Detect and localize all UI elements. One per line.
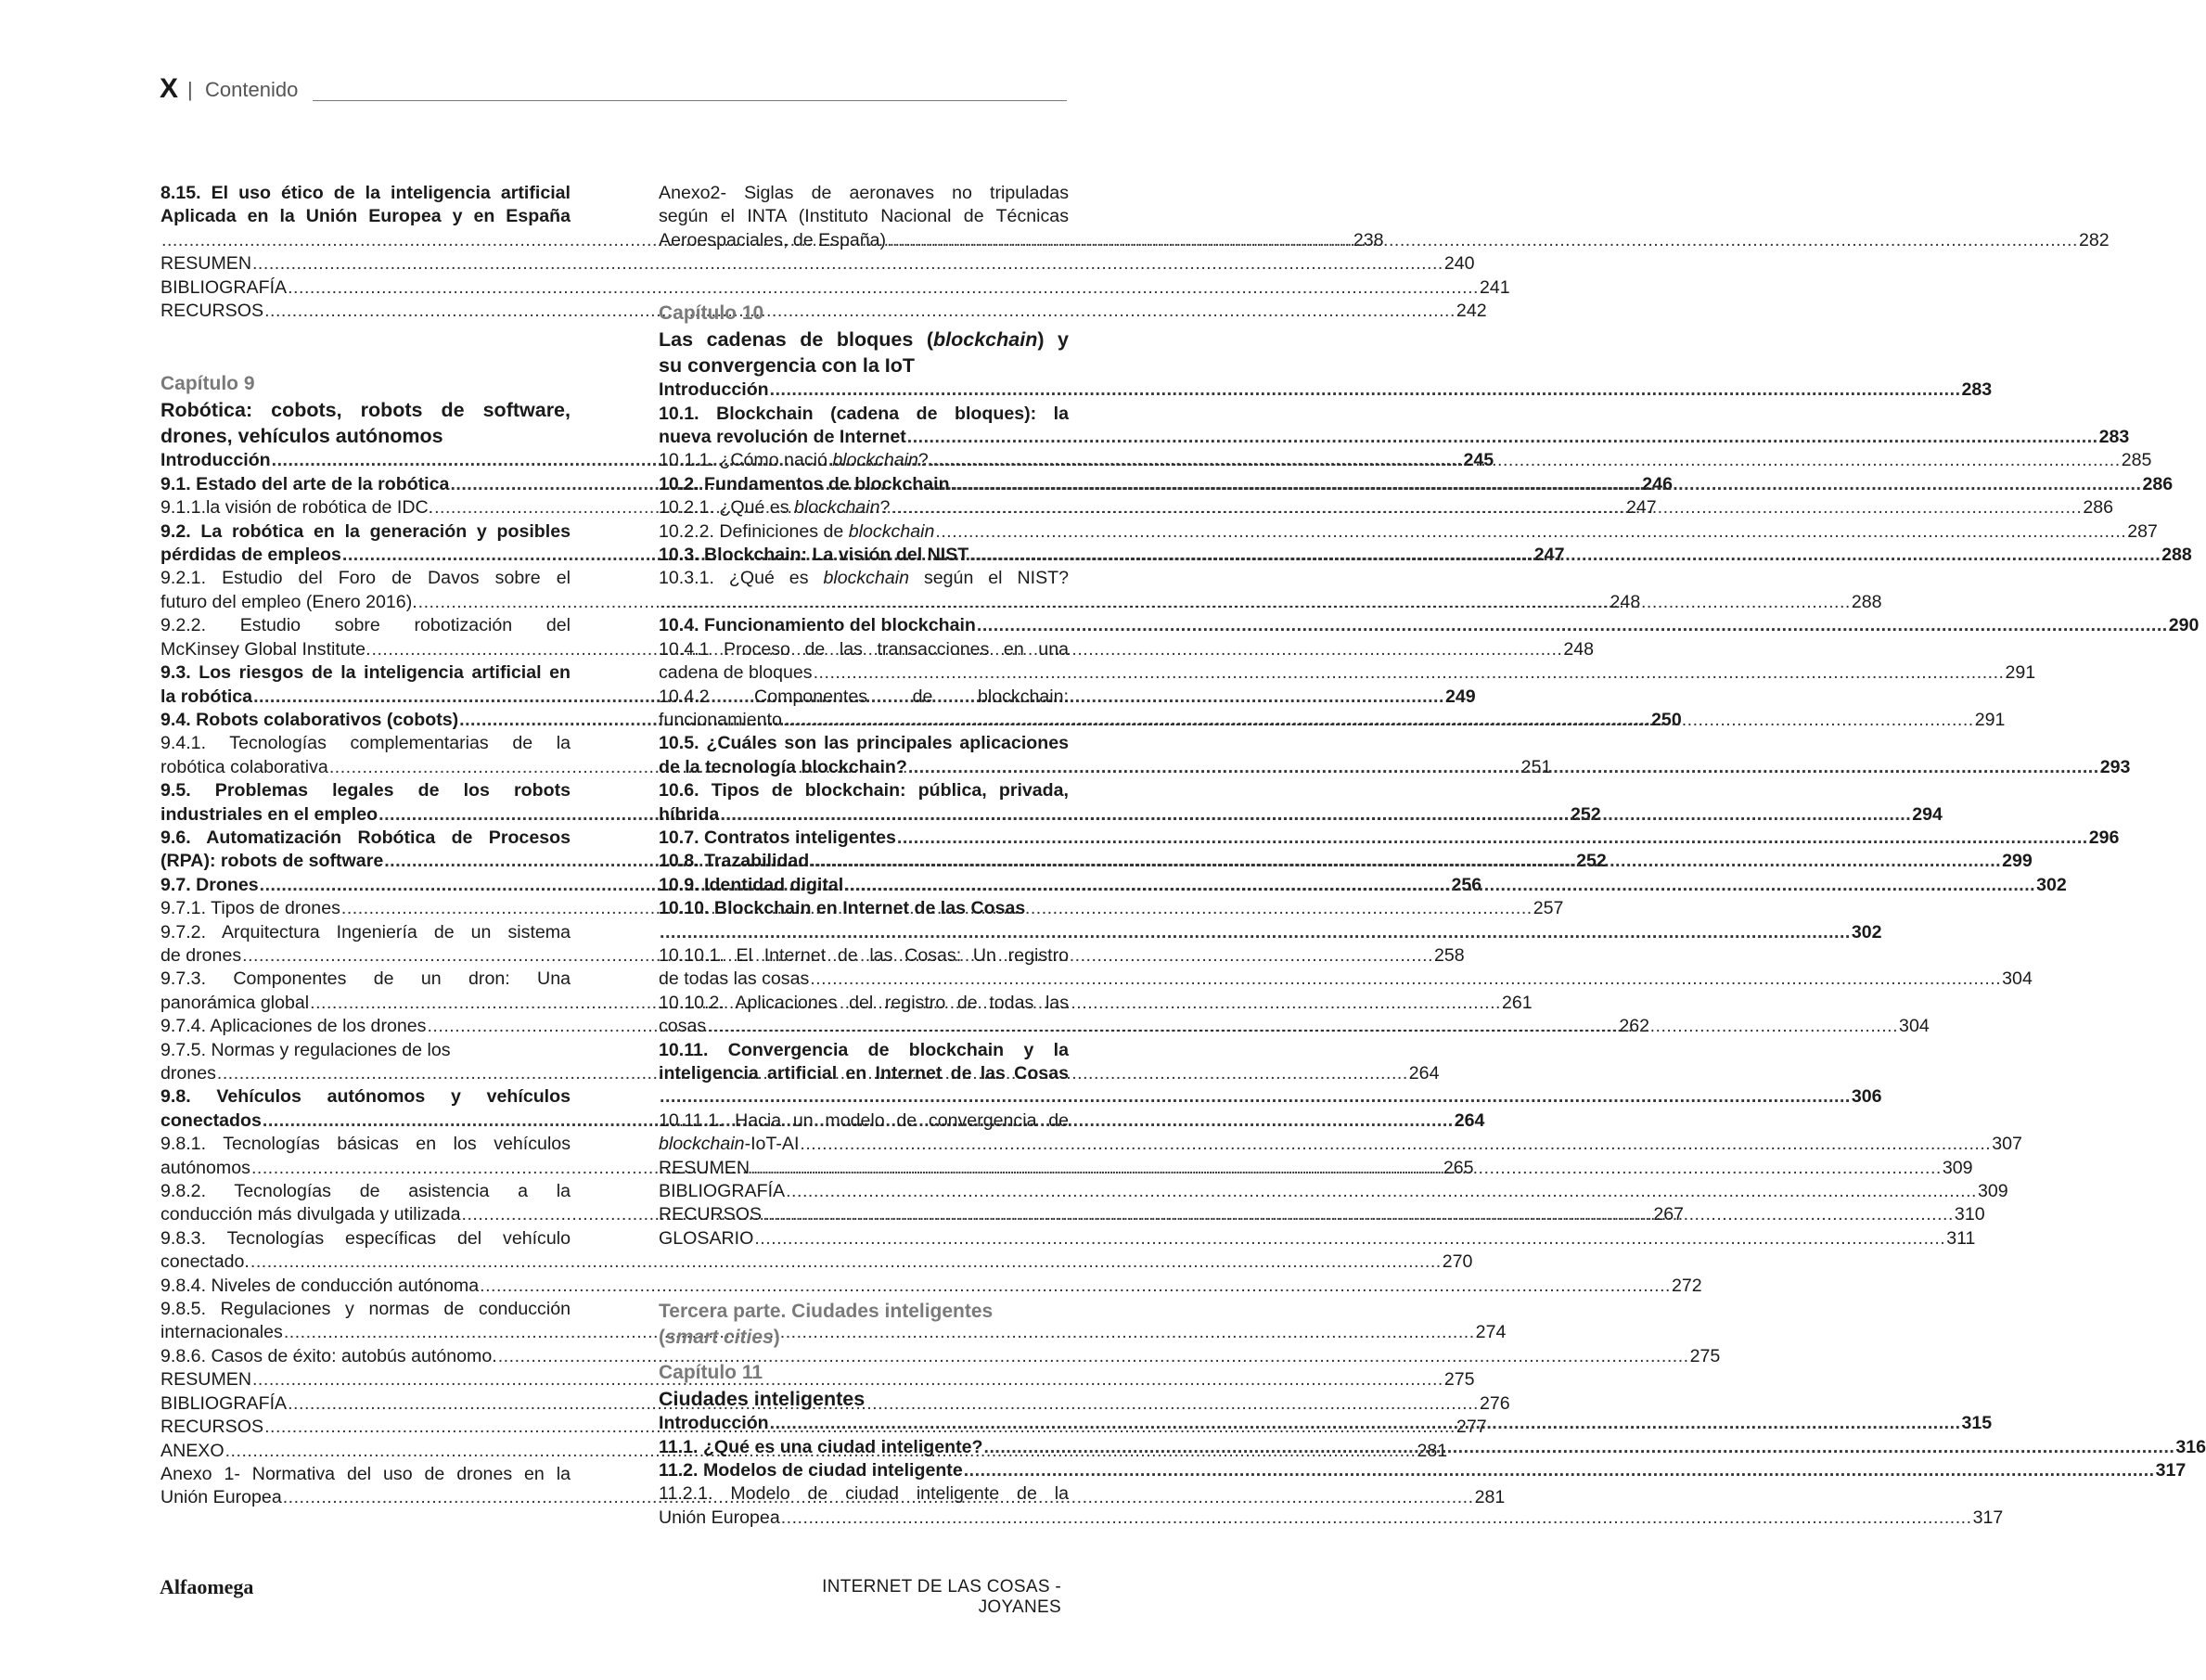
toc-page: 242 — [1456, 301, 1487, 322]
toc-page: 285 — [2121, 450, 2152, 471]
toc-page: 283 — [1961, 379, 1993, 401]
part-title: (smart cities) — [659, 1327, 780, 1349]
toc-page: 248 — [1563, 638, 1595, 660]
leader-dots — [763, 1203, 1954, 1226]
toc-title: internacionales — [160, 1322, 283, 1343]
toc-entry[interactable] — [659, 426, 2130, 449]
toc-entry-line: 11.2.1. Modelo de ciudad inteligente de la — [659, 1483, 1069, 1505]
leader-dots — [707, 1015, 1898, 1038]
toc-title: RECURSOS — [160, 301, 264, 322]
toc-title: autónomos — [160, 1157, 250, 1178]
toc-page: 290 — [2168, 615, 2200, 636]
toc-page: 288 — [1851, 591, 1882, 612]
toc-page: 316 — [2175, 1436, 2206, 1457]
toc-entry-line: 10.10.1. El Internet de las Cosas: Un registro — [659, 944, 1069, 966]
leader-dots — [660, 591, 1851, 614]
toc-page: 299 — [2002, 851, 2033, 872]
toc-entry-line: 9.6. Automatización Robótica de Procesos — [160, 827, 571, 848]
toc-page: 304 — [2002, 968, 2033, 990]
toc-page: 309 — [1942, 1157, 1973, 1178]
toc-page: 277 — [1456, 1417, 1487, 1438]
leader-dots — [781, 1507, 1972, 1530]
toc-page: 317 — [1972, 1507, 2004, 1528]
toc-page: 264 — [1454, 1109, 1485, 1131]
toc-page: 249 — [1444, 686, 1476, 707]
toc-entry-line: 9.2.2. Estudio sobre robotización del — [160, 615, 571, 636]
toc-title: 10.3. Blockchain: La visión del NIST — [659, 545, 969, 566]
toc-title: 9.1.1.la visión de robótica de IDC. — [160, 497, 434, 519]
toc-title: BIBLIOGRAFÍA — [160, 1392, 288, 1414]
toc-title: cosas — [659, 1016, 707, 1037]
toc-entry-line: 10.6. Tipos de blockchain: pública, privada, — [659, 780, 1069, 802]
toc-page: 311 — [1946, 1227, 1976, 1249]
toc-title: pérdidas de empleos — [160, 545, 341, 566]
toc-page: 309 — [1977, 1181, 2008, 1202]
toc-page: 275 — [1689, 1345, 1721, 1366]
toc-title: nueva revolución de Internet — [659, 427, 906, 448]
toc-page: 274 — [1475, 1322, 1507, 1343]
toc-entry-line: 9.2.1. Estudio del Foro de Davos sobre el — [160, 568, 571, 589]
toc-entry[interactable] — [659, 1227, 1976, 1250]
toc-entry[interactable] — [659, 378, 1993, 402]
toc-page: 262 — [1619, 1016, 1650, 1037]
toc-page: 286 — [2083, 497, 2114, 519]
toc-entry-line: 10.10. Blockchain en Internet de las Cosas — [659, 898, 1026, 919]
toc-entry-line: 9.8.1. Tecnologías básicas en los vehículos — [160, 1134, 571, 1155]
toc-entry[interactable] — [160, 1345, 1721, 1368]
toc-entry-line: Aplicada en la Unión Europea y en España — [160, 206, 571, 227]
toc-page: 281 — [1474, 1487, 1506, 1508]
toc-page: 256 — [1451, 874, 1482, 895]
leader-dots — [754, 1227, 1945, 1250]
leader-dots — [891, 496, 2082, 519]
leader-dots — [844, 874, 2035, 897]
toc-title: BIBLIOGRAFÍA — [659, 1181, 786, 1202]
toc-page: 302 — [1851, 921, 1882, 943]
toc-title: GLOSARIO — [659, 1227, 754, 1249]
toc-entry-line: 9.8.5. Regulaciones y normas de conducción — [160, 1299, 571, 1320]
leader-dots — [660, 921, 1851, 944]
toc-title: 10.4. Funcionamiento del blockchain — [659, 615, 976, 636]
toc-entry[interactable] — [659, 1180, 2008, 1203]
toc-page: 257 — [1533, 898, 1564, 919]
toc-page: 250 — [1651, 709, 1682, 730]
toc-title: 11.1. ¿Qué es una ciudad inteligente? — [659, 1436, 983, 1457]
toc-page: 246 — [1642, 473, 1673, 494]
toc-page: 272 — [1671, 1275, 1702, 1296]
toc-entry[interactable] — [659, 614, 2200, 637]
toc-entry[interactable] — [659, 1507, 2004, 1530]
toc-page: 282 — [2078, 229, 2110, 250]
toc-title: (RPA): robots de software — [160, 851, 384, 872]
toc-title: BIBLIOGRAFÍA — [160, 276, 288, 298]
toc-title: de todas las cosas — [659, 968, 810, 990]
toc-title: panorámica global — [160, 992, 310, 1013]
toc-entry[interactable] — [659, 921, 1882, 944]
toc-title: híbrida — [659, 803, 720, 825]
toc-title: Introducción — [659, 379, 769, 401]
toc-page: 270 — [1442, 1251, 1473, 1273]
toc-entry-line: 10.10.2. Aplicaciones del registro de todas las — [659, 992, 1069, 1013]
leader-dots — [930, 449, 2121, 472]
leader-dots — [800, 1133, 1991, 1156]
toc-title: 9.4. Robots colaborativos (cobots) — [160, 709, 459, 730]
leader-dots — [783, 709, 1974, 732]
toc-entry-line: 10.11.1. Hacia un modelo de convergencia de — [659, 1109, 1069, 1131]
toc-page: 267 — [1653, 1204, 1685, 1225]
toc-page: 251 — [1520, 756, 1552, 777]
toc-entry-line: según el INTA (Instituto Nacional de Técnicas — [659, 206, 1069, 227]
toc-title: de la tecnología blockchain? — [659, 756, 907, 777]
toc-entry-line: inteligencia artificial en Internet de las Cosas — [659, 1063, 1069, 1084]
toc-page: 265 — [1443, 1157, 1474, 1178]
toc-title: drones — [160, 1063, 216, 1084]
leader-dots — [810, 968, 2001, 991]
chapter-title: Robótica: cobots, robots de software, — [160, 399, 571, 422]
leader-dots — [770, 1412, 1961, 1435]
toc-page: 247 — [1533, 545, 1565, 566]
header-title: Contenido — [205, 78, 299, 101]
footer-publisher: Alfaomega — [160, 1575, 254, 1598]
toc-title: cadena de bloques — [659, 662, 813, 684]
toc-page: 307 — [1992, 1134, 2022, 1155]
toc-entry[interactable] — [659, 1085, 1882, 1109]
toc-title: McKinsey Global Institute. — [160, 638, 371, 660]
toc-page: 264 — [1408, 1063, 1440, 1084]
toc-title: Unión Europea — [160, 1487, 282, 1508]
toc-entry-line: 10.5. ¿Cuáles son las principales aplicaciones — [659, 733, 1069, 754]
part-title: Tercera parte. Ciudades inteligentes — [659, 1301, 994, 1323]
leader-dots — [951, 473, 2142, 496]
leader-dots — [750, 1157, 1942, 1180]
toc-title: de drones — [160, 944, 242, 966]
toc-entry-line: 9.7.2. Arquitectura Ingeniería de un sistema — [160, 921, 571, 943]
leader-dots — [897, 827, 2088, 850]
toc-entry-line: 9.5. Problemas legales de los robots — [160, 780, 571, 802]
leader-dots — [814, 661, 2005, 685]
toc-entry-line: 10.11. Convergencia de blockchain y la — [659, 1039, 1069, 1060]
toc-entry-line: 9.8. Vehículos autónomos y vehículos — [160, 1086, 571, 1108]
toc-page: 288 — [2161, 545, 2192, 566]
toc-entry[interactable] — [659, 1133, 2022, 1156]
toc-title: 9.7.1. Tipos de drones — [160, 898, 340, 919]
toc-entry[interactable] — [659, 520, 2158, 544]
toc-page: 291 — [2005, 662, 2036, 684]
toc-entry-line: 10.1. Blockchain (cadena de bloques): la — [659, 403, 1069, 424]
toc-page: 238 — [1353, 229, 1384, 250]
toc-entry-line: 8.15. El uso ético de la inteligencia artificial — [160, 183, 571, 203]
page-header — [160, 73, 1067, 105]
toc-title: 9.1. Estado del arte de la robótica — [160, 473, 450, 494]
toc-page: 294 — [1912, 803, 1943, 825]
toc-title: 9.8.6. Casos de éxito: autobús autónomo. — [160, 1345, 497, 1366]
toc-entry[interactable] — [160, 591, 1641, 614]
toc-title: RECURSOS — [659, 1204, 763, 1225]
toc-title: 10.9. Identidad digital — [659, 874, 844, 895]
toc-entry-line: 9.7.5. Normas y regulaciones de los — [160, 1039, 451, 1060]
leader-dots — [908, 756, 2099, 779]
toc-title: conducción más divulgada y utilizada — [160, 1204, 461, 1225]
toc-page: 317 — [2155, 1460, 2187, 1481]
toc-entry[interactable] — [160, 1275, 1702, 1298]
toc-title: 9.8.4. Niveles de conducción autónoma — [160, 1275, 480, 1296]
toc-page: 306 — [1851, 1086, 1882, 1108]
leader-dots — [770, 378, 1961, 402]
toc-title: Unión Europea — [659, 1507, 780, 1528]
leader-dots — [907, 426, 2098, 449]
toc-page: 315 — [1961, 1413, 1993, 1434]
toc-entry[interactable] — [160, 276, 1510, 300]
toc-page: 310 — [1954, 1204, 1985, 1225]
chapter-title: drones, vehículos autónomos — [160, 425, 443, 448]
toc-title: Introducción — [659, 1413, 769, 1434]
toc-page: 247 — [1625, 497, 1657, 519]
toc-page: 245 — [1463, 450, 1494, 471]
toc-title: 10.2.2. Definiciones de blockchain — [659, 520, 935, 542]
toc-entry[interactable] — [659, 827, 2120, 850]
toc-entry-line: 9.4.1. Tecnologías complementarias de la — [160, 733, 571, 754]
leader-dots — [786, 1180, 1977, 1203]
toc-page: 293 — [2099, 756, 2131, 777]
toc-entry-line: 10.3.1. ¿Qué es blockchain según el NIST? — [659, 568, 1070, 589]
leader-dots — [935, 520, 2126, 544]
toc-page: 275 — [1443, 1369, 1475, 1391]
toc-title: 9.7. Drones — [160, 874, 259, 895]
toc-title: RESUMEN — [160, 253, 251, 275]
toc-entry[interactable] — [160, 252, 1475, 276]
toc-title: 10.7. Contratos inteligentes — [659, 827, 896, 848]
chapter-number: Capítulo 11 — [659, 1362, 763, 1384]
toc-entry-line: 9.2. La robótica en la generación y posibles — [160, 520, 571, 542]
leader-dots — [810, 850, 2001, 873]
toc-entry-line: 9.8.2. Tecnologías de asistencia a la — [160, 1181, 571, 1202]
toc-title: Aeroespaciales, de España) — [659, 229, 887, 250]
toc-title: blockchain-IoT-AI — [659, 1134, 800, 1155]
toc-page: 258 — [1434, 944, 1465, 966]
toc-entry[interactable] — [659, 1459, 2187, 1482]
header-separator: | — [187, 78, 193, 101]
toc-entry-line: 9.3. Los riesgos de la inteligencia artificial en — [160, 662, 571, 684]
toc-title: ANEXO — [160, 1440, 224, 1461]
chapter-number: Capítulo 10 — [659, 302, 764, 325]
toc-page: 304 — [1899, 1016, 1930, 1037]
toc-title: 9.7.4. Aplicaciones de los drones — [160, 1016, 427, 1037]
toc-title: conectado. — [160, 1251, 250, 1273]
toc-entry-line: Anexo 1- Normativa del uso de drones en la — [160, 1463, 571, 1484]
toc-page: 287 — [2127, 520, 2158, 542]
leader-dots — [977, 614, 2168, 637]
toc-title: RECURSOS — [160, 1417, 264, 1438]
chapter-number: Capítulo 9 — [160, 373, 255, 395]
toc-title: 10.1.1. ¿Cómo nació blockchain? — [659, 450, 929, 471]
toc-page: 241 — [1479, 276, 1510, 298]
toc-page: 283 — [2098, 427, 2130, 448]
leader-dots — [660, 1085, 1851, 1109]
toc-entry-line: 9.7.3. Componentes de un dron: Una — [160, 968, 571, 990]
toc-title: la robótica — [160, 686, 253, 707]
toc-title: 10.2.1. ¿Qué es blockchain? — [659, 497, 891, 519]
toc-entry[interactable] — [160, 1250, 1473, 1274]
toc-page: 248 — [1610, 591, 1641, 612]
toc-title: Introducción — [160, 450, 271, 471]
toc-title: RESUMEN — [659, 1157, 750, 1178]
toc-page: 240 — [1443, 253, 1475, 275]
page-number-roman: X — [160, 73, 179, 104]
chapter-title: su convergencia con la IoT — [659, 354, 915, 378]
toc-page: 296 — [2088, 827, 2120, 848]
toc-title: 10.8. Trazabilidad — [659, 851, 810, 872]
chapter-title: Ciudades inteligentes — [659, 1388, 866, 1411]
toc-entry-line: Anexo2- Siglas de aeronaves no tripuladas — [659, 183, 1069, 203]
toc-page: 286 — [2142, 473, 2174, 494]
toc-page: 291 — [1974, 709, 2006, 730]
toc-page: 261 — [1501, 992, 1533, 1013]
leader-dots — [887, 229, 2078, 252]
toc-title: RESUMEN — [160, 1369, 251, 1391]
chapter-title: Las cadenas de bloques (blockchain) y — [659, 328, 1070, 352]
toc-page: 281 — [1417, 1440, 1448, 1461]
leader-dots — [720, 803, 1911, 827]
toc-page: 252 — [1570, 803, 1601, 825]
toc-entry-line: 10.4.1 Proceso de las transacciones en una — [659, 638, 1069, 660]
toc-title: robótica colaborativa — [160, 756, 328, 777]
toc-entry-line: 9.8.3. Tecnologías específicas del vehículo — [160, 1227, 571, 1249]
toc-title: 11.2. Modelos de ciudad inteligente — [659, 1460, 963, 1481]
leader-dots — [984, 1436, 2175, 1459]
toc-title: funcionamiento — [659, 709, 782, 730]
header-rule — [313, 100, 1067, 101]
toc-title: futuro del empleo (Enero 2016). — [160, 591, 417, 612]
toc-page: 252 — [1576, 851, 1607, 872]
footer-book-title: INTERNET DE LAS COSAS - JOYANES — [822, 1577, 1061, 1617]
toc-page: 276 — [1479, 1392, 1510, 1414]
toc-entry-line: 10.4.2 Componentes de blockchain: — [659, 686, 1069, 707]
leader-dots — [969, 544, 2161, 567]
toc-title: 10.2. Fundamentos de blockchain — [659, 473, 950, 494]
leader-dots — [964, 1459, 2155, 1482]
toc-title: conectados — [160, 1109, 262, 1131]
toc-entry[interactable] — [659, 661, 2036, 685]
toc-entry[interactable] — [659, 968, 2033, 991]
toc-title: industriales en el empleo — [160, 803, 378, 825]
toc-page: 302 — [2036, 874, 2067, 895]
